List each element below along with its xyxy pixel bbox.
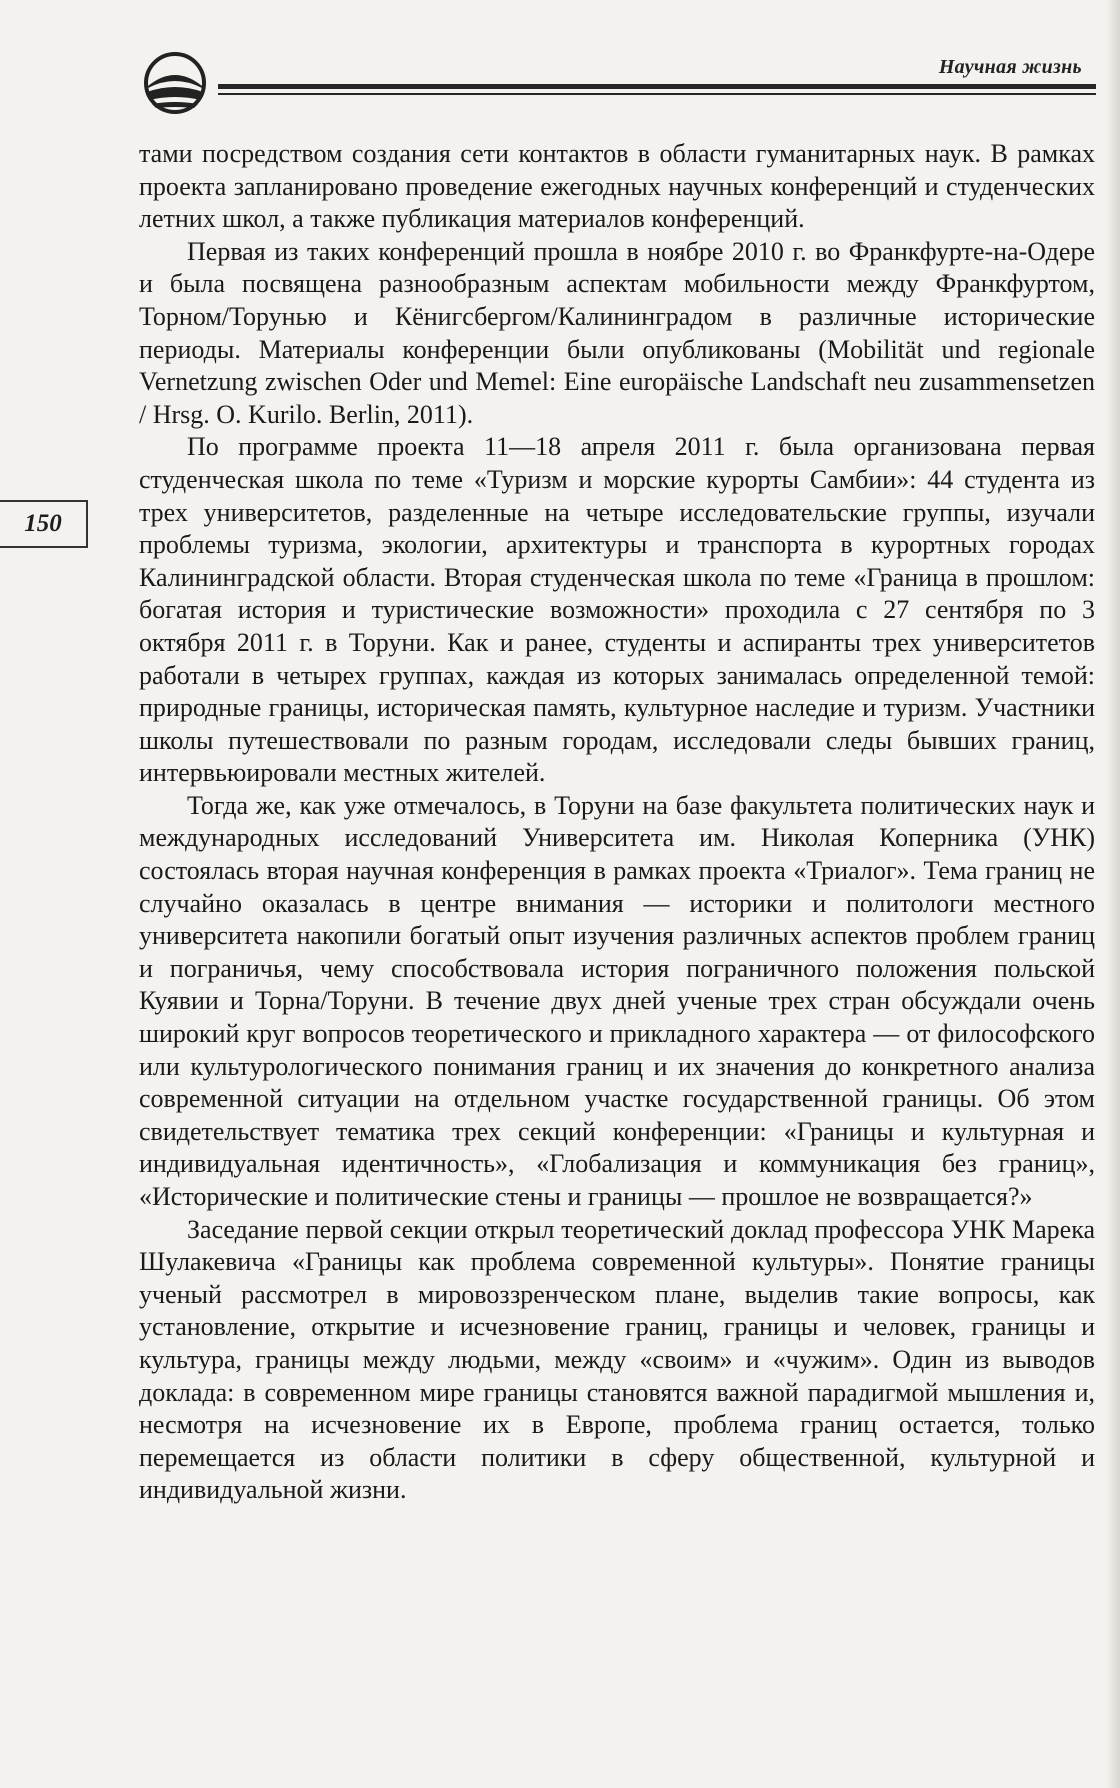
paragraph-continued: тами посредством создания сети контактов в области гуманитарных наук. В рамках проекта запланировано проведение ежегодных научных конференций и студенческих летних школ, а также публикация материалов конференций. xyxy=(139,139,1095,234)
paragraph: Первая из таких конференций прошла в ноябре 2010 г. во Франкфурте-на-Одере и была посвящена разнообразным аспектам мобильности между Франкфуртом, Торном/Торунью и Кёнигсбергом/Калининградом в различные исторические периоды. Материалы конференции были опубликованы (Mobilität und regionale Vernetzung zwischen Oder und Memel: Eine europäische Landschaft neu zusammensetzen / Hrsg. O. Kurilo. Berlin, 2011). xyxy=(139,236,1095,429)
header-rule-thick xyxy=(218,84,1096,89)
page-edge-shadow xyxy=(1106,0,1120,1788)
header-rule-thin xyxy=(218,93,1096,95)
running-header xyxy=(136,50,1096,120)
paragraph: По программе проекта 11—18 апреля 2011 г. была организована первая студенческая школа по теме «Туризм и морские курорты Самбии»: 44 студента из трех университетов, разделенные на четыре исследовательские группы, изучали проблемы туризма, экологии, архитектуры и транспорта в курортных городах Калининградской области. Вторая студенческая школа по теме «Граница в прошлом: богатая история и туристические возможности» проходила с 27 сентября по 3 октября 2011 г. в Торуни. Как и ранее, студенты и аспиранты трех университетов работали в четырех группах, каждая из которых занималась определенной темой: природные границы, историческая память, культурное наследие и туризм. Участники школы путешествовали по разным городам, исследовали следы бывших границ, интервьюировали местных жителей. xyxy=(139,432,1095,788)
article-body xyxy=(139,138,1095,1507)
section-title: Научная жизнь xyxy=(938,56,1082,78)
paragraph: Заседание первой секции открыл теоретический доклад профессора УНК Марека Шулакевича «Границы как проблема современной культуры». Понятие границы ученый рассмотрел в мировоззренческом плане, выделив такие вопросы, как установление, открытие и исчезновение границ, границы и человек, границы и культура, границы между людьми, между «своим» и «чужим». Один из выводов доклада: в современном мире границы становятся важной парадигмой мышления и, несмотря на исчезновение их в Европе, проблема границ остается, только перемещается из области политики в сферу общественной, культурной и индивидуальной жизни. xyxy=(139,1214,1095,1505)
page-number: 150 xyxy=(0,500,88,548)
journal-logo-icon xyxy=(138,52,212,114)
paragraph: Тогда же, как уже отмечалось, в Торуни на базе факультета политических наук и международных исследований Университета им. Николая Коперника (УНК) состоялась вторая научная конференция в рамках проекта «Триалог». Тема границ не случайно оказалась в центре внимания — историки и политологи местного университета накопили богатый опыт изучения различных аспектов проблем границ и пограничья, чему способствовала история пограничного положения польской Куявии и Торна/Торуни. В течение двух дней ученые трех стран обсуждали очень широкий круг вопросов теоретического и прикладного характера — от философского или культурологического понимания границ и их значения до конкретного анализа современной ситуации на отдельном участке государственной границы. Об этом свидетельствует тематика трех секций конференции: «Границы и культурная и индивидуальная идентичность», «Глобализация и коммуникация без границ», «Исторические и политические стены и границы — прошлое не возвращается?» xyxy=(139,790,1095,1211)
